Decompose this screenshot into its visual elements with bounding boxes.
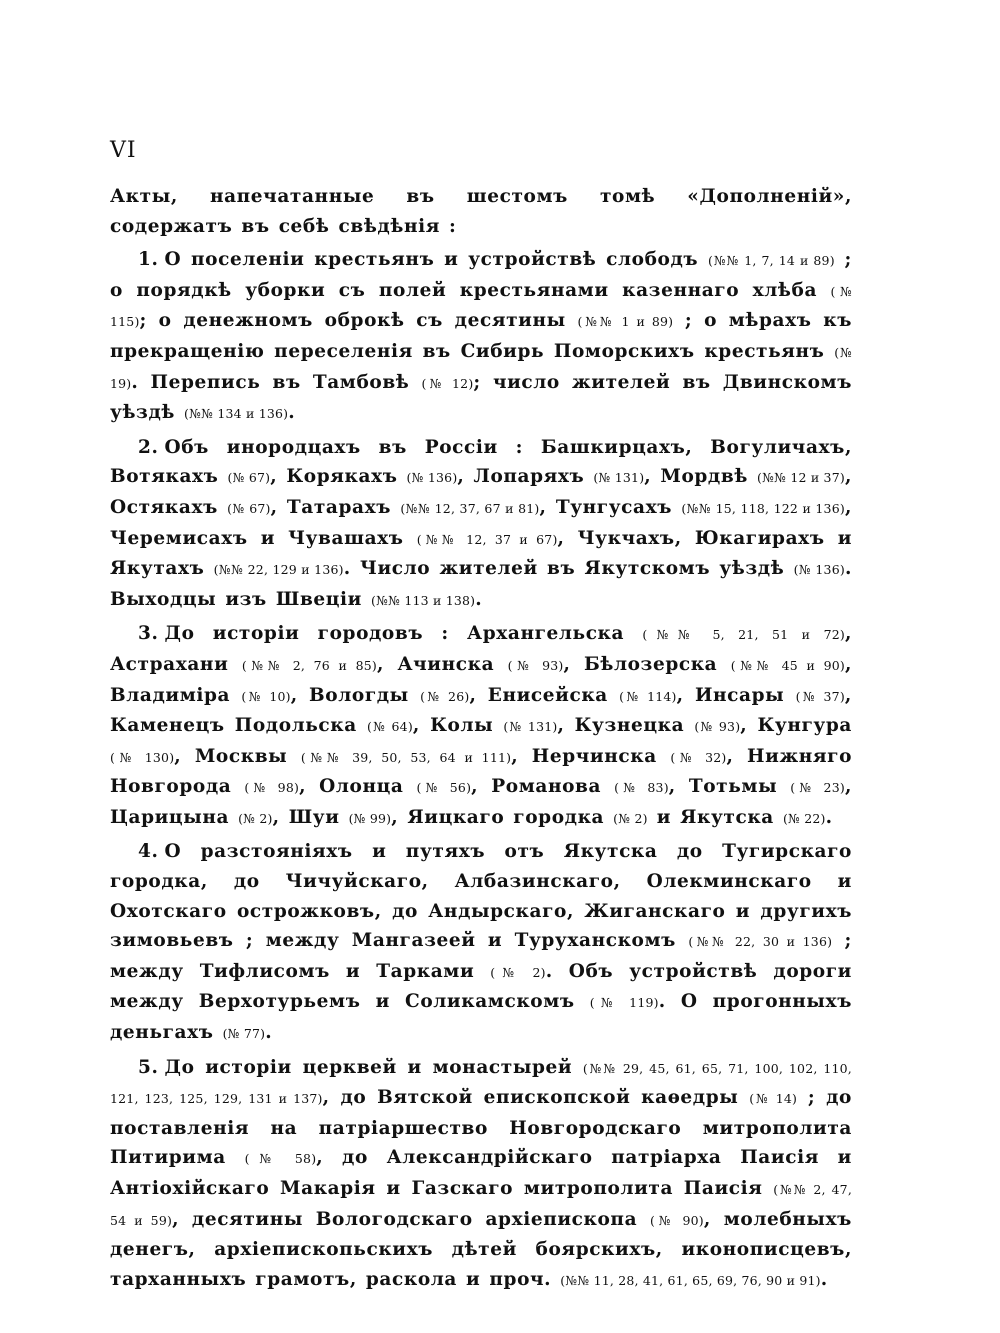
document-reference: (№№ 12, 37 и 67)	[416, 531, 558, 547]
document-reference: (№№ 2, 76 и 85)	[241, 657, 377, 673]
item-text: , Бѣлозерска	[563, 653, 731, 675]
document-reference: (№ 32)	[670, 749, 727, 765]
list-item	[110, 837, 852, 1048]
item-number: 2.	[138, 436, 159, 458]
item-text: , Татарахъ	[270, 496, 401, 518]
document-reference: (№ 14)	[749, 1091, 798, 1107]
document-reference: (№ 99)	[348, 810, 392, 826]
intro-paragraph: Акты, напечатанные въ шестомъ томѣ «Дополненій», содержатъ въ себѣ свѣдѣнія :	[110, 186, 852, 237]
item-body	[110, 623, 852, 828]
item-number: 5.	[138, 1056, 159, 1078]
item-text: До исторіи церквей и монастырей	[164, 1056, 583, 1078]
item-body	[110, 841, 852, 1043]
list-item	[110, 433, 852, 616]
document-reference: (№№ 1 и 89)	[577, 314, 674, 330]
item-text: , Остякахъ	[110, 466, 852, 518]
document-reference: (№ 2)	[490, 964, 546, 980]
item-text: , Вологды	[290, 684, 421, 706]
item-text: До исторіи городовъ : Архангельска	[164, 623, 643, 645]
item-text: О поселеніи крестьянъ и устройствѣ слободъ	[164, 249, 708, 271]
item-text: , Романова	[471, 776, 615, 798]
item-text: , Кузнецка	[557, 715, 695, 737]
item-body	[110, 1057, 852, 1290]
item-text: , Нерчинска	[511, 745, 671, 767]
document-page	[110, 138, 852, 1299]
document-reference: (№№ 1, 7, 14 и 89)	[708, 253, 835, 269]
item-text: .	[825, 806, 833, 828]
item-text: , Мордвѣ	[644, 466, 757, 488]
document-reference: (№ 64)	[366, 719, 413, 735]
item-body	[110, 437, 852, 610]
item-text: . Число жителей въ Якутскомъ уѣздѣ	[343, 558, 794, 580]
document-reference: (№ 93)	[507, 657, 564, 673]
item-text: . О прогонныхъ деньгахъ	[110, 991, 852, 1044]
item-text: , Каменецъ Подольска	[110, 684, 852, 737]
document-reference: (№ 2)	[613, 810, 648, 826]
item-text: , Тотьмы	[668, 776, 791, 798]
item-text: , Шуи	[272, 806, 349, 828]
item-text: ; о денежномъ оброкѣ съ десятины	[139, 310, 578, 332]
item-text: , Колы	[412, 715, 504, 737]
item-text: О разстояніяхъ и путяхъ отъ Якутска до Тугирскаго городка, до Чичуйскаго, Албазинскаго, Олекминскаго и Охотскаго острожковъ, до Андырскаго, Жиганскаго и другихъ зимовьевъ ; между Мангазеей и Туруханскомъ	[110, 841, 852, 952]
item-text: , Лопаряхъ	[457, 466, 594, 488]
item-text: , Москвы	[174, 745, 301, 767]
document-reference: (№ 115)	[110, 283, 852, 330]
item-text: , Ачинска	[377, 653, 508, 675]
document-reference: (№№ 2, 47, 54 и 59)	[110, 1182, 852, 1228]
list-item	[110, 245, 852, 429]
item-text: , Енисейска	[469, 684, 620, 706]
list-item	[110, 1053, 852, 1296]
item-text: . Перепись въ Тамбовѣ	[131, 371, 422, 393]
item-text: , Яицкаго городка	[391, 806, 614, 828]
document-reference: (№№ 15, 118, 122 и 136)	[681, 500, 845, 516]
item-text: , до Вятской епископской каѳедры	[322, 1087, 750, 1109]
item-text: , Олонца	[299, 776, 417, 798]
document-reference: (№ 12)	[421, 375, 474, 391]
item-text: , Царицына	[110, 776, 852, 828]
item-text: , молебныхъ денегъ, архіепископьскихъ дѣтей боярскихъ, иконописцевъ, тарханныхъ грамотъ, раскола и проч.	[110, 1208, 852, 1290]
document-reference: (№ 67)	[227, 500, 271, 516]
item-text: , Владиміра	[110, 653, 853, 706]
item-text: , десятины Вологодскаго архіепископа	[172, 1208, 650, 1230]
document-reference: (№ 114)	[619, 688, 677, 704]
document-reference: (№№ 11, 28, 41, 61, 65, 69, 76, 90 и 91)	[560, 1272, 821, 1288]
item-number: 4.	[138, 841, 159, 863]
document-reference: (№ 98)	[244, 780, 300, 796]
item-text: , Кунгура	[740, 715, 852, 737]
item-text: ; между Тифлисомъ и Тарками	[110, 930, 852, 982]
item-body	[110, 249, 852, 423]
document-reference: (№ 58)	[244, 1151, 317, 1167]
document-reference: (№ 22)	[782, 810, 826, 826]
document-reference: (№ 136)	[793, 562, 845, 578]
document-reference: (№ 131)	[503, 719, 558, 735]
item-text: . Выходцы изъ Швеціи	[110, 558, 852, 610]
document-reference: (№ 67)	[227, 470, 271, 486]
item-text: ; о мѣрахъ къ прекращенію переселенія въ Сибирь Поморскихъ крестьянъ	[110, 310, 852, 362]
item-text: .	[288, 402, 296, 424]
item-text: , Черемисахъ и Чувашахъ	[110, 496, 852, 549]
document-reference: (№№ 12 и 37)	[756, 470, 845, 486]
document-reference: (№ 19)	[110, 344, 852, 391]
item-text: , до Александрійскаго патріарха Паисія и Антіохійскаго Макарія и Газскаго митрополита Паисія	[110, 1147, 852, 1199]
item-text: , Тунгусахъ	[539, 496, 682, 518]
item-number: 3.	[138, 623, 159, 645]
document-reference: (№ 90)	[649, 1212, 704, 1228]
item-text: ; до поставленія на патріаршество Новгородскаго митрополита Питирима	[110, 1087, 852, 1169]
document-reference: (№№ 113 и 138)	[371, 592, 476, 608]
document-reference: (№ 83)	[614, 780, 669, 796]
item-text: , Инсары	[676, 684, 796, 706]
document-reference: (№ 23)	[790, 780, 845, 796]
item-text: , Нижняго Новгорода	[110, 745, 853, 798]
item-text: и Якутска	[647, 806, 783, 828]
item-text: ; о порядкѣ уборки съ полей крестьянами казеннаго хлѣба	[110, 249, 852, 301]
item-text: .	[475, 588, 483, 610]
item-text: .	[820, 1268, 828, 1290]
document-reference: (№ 10)	[241, 688, 291, 704]
document-reference: (№ 136)	[406, 470, 458, 486]
item-text: , Астрахани	[110, 623, 852, 675]
document-reference: (№ 2)	[238, 810, 273, 826]
item-text: .	[265, 1022, 273, 1044]
item-text: Объ инородцахъ въ Россіи : Башкирцахъ, Вогуличахъ, Вотякахъ	[110, 436, 852, 488]
document-reference: (№ 119)	[589, 995, 659, 1011]
document-reference: (№№ 22, 30 и 136)	[688, 934, 833, 950]
document-reference: (№№ 134 и 136)	[184, 406, 289, 422]
item-text: , Чукчахъ, Юкагирахъ и Якутахъ	[110, 527, 853, 580]
item-number: 1.	[138, 249, 159, 271]
document-reference: (№№ 5, 21, 51 и 72)	[642, 627, 845, 643]
item-text: , Корякахъ	[270, 466, 407, 488]
document-reference: (№ 56)	[416, 780, 472, 796]
document-reference: (№№ 45 и 90)	[730, 657, 845, 673]
item-text: ; число жителей въ Двинскомъ уѣздѣ	[110, 371, 852, 424]
list-item	[110, 619, 852, 833]
document-reference: (№№ 39, 50, 53, 64 и 111)	[300, 749, 512, 765]
document-reference: (№ 131)	[593, 470, 645, 486]
page-number: VI	[110, 138, 137, 163]
document-reference: (№ 77)	[222, 1026, 266, 1042]
document-reference: (№ 37)	[795, 688, 845, 704]
document-reference: (№ 130)	[110, 749, 175, 765]
document-reference: (№№ 12, 37, 67 и 81)	[400, 500, 540, 516]
document-reference: (№№ 29, 45, 61, 65, 71, 100, 102, 110, 121, 123, 125, 129, 131 и 137)	[110, 1060, 852, 1107]
document-reference: (№№ 22, 129 и 136)	[213, 562, 344, 578]
document-reference: (№ 26)	[420, 688, 470, 704]
document-reference: (№ 93)	[694, 719, 741, 735]
item-text: . Объ устройствѣ дороги между Верхотурьемъ и Соликамскомъ	[110, 960, 852, 1013]
